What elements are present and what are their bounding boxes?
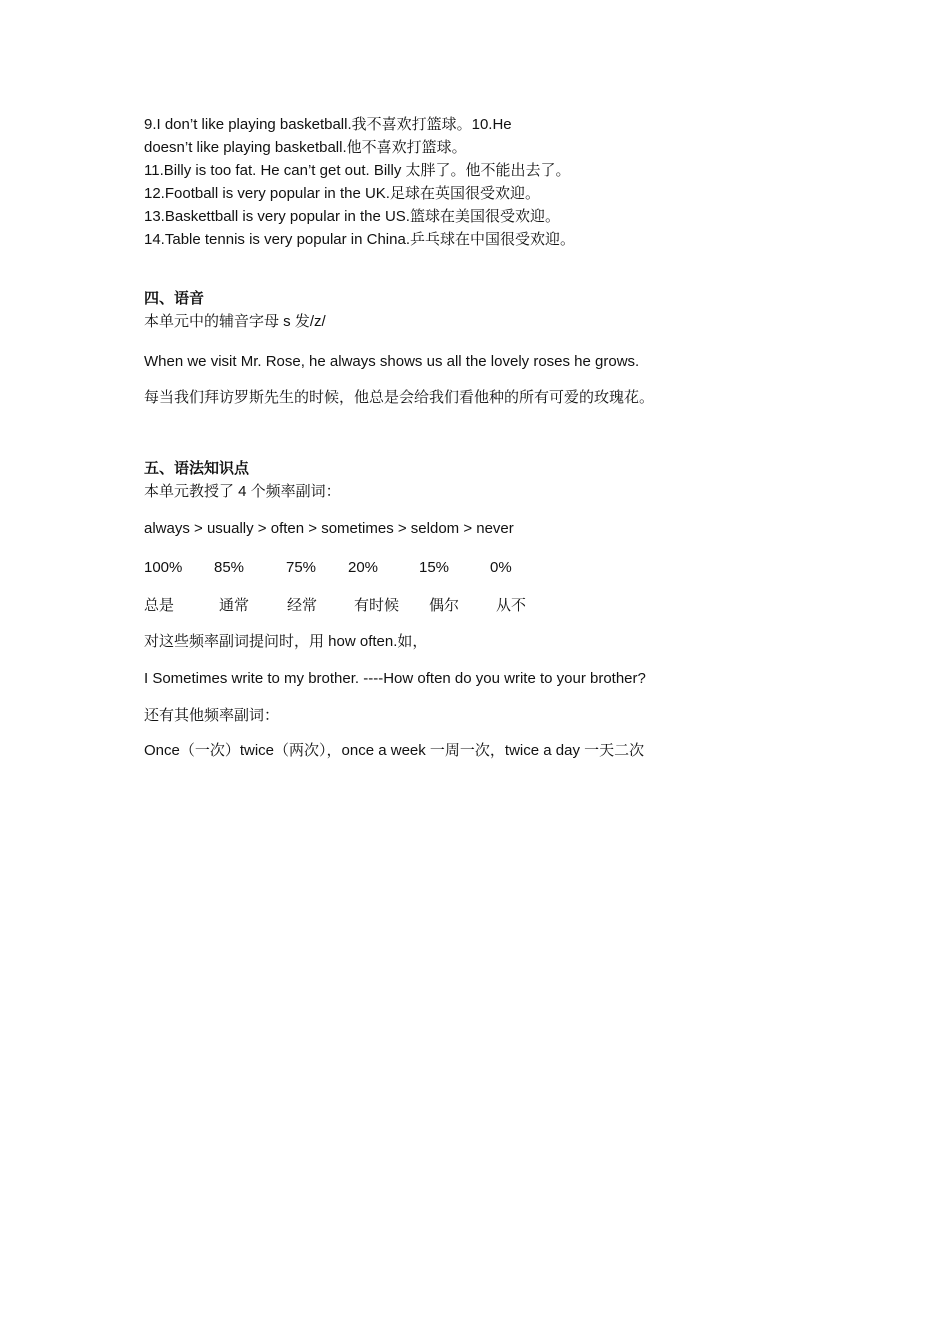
percentage-sometimes: 20% xyxy=(348,559,379,576)
meaning-seldom: 偶尔 xyxy=(429,597,460,614)
meaning-often: 经常 xyxy=(287,597,318,614)
sentence-9-10: 9.I don’t like playing basketball.我不喜欢打篮球。10.He xyxy=(144,116,512,133)
meaning-always: 总是 xyxy=(144,597,175,614)
other-adverbs: Once（一次）twice（两次），once a week 一周一次，twice a day 一天二次 xyxy=(144,742,645,759)
question-example: I Sometimes write to my brother. ----How often do you write to your brother? xyxy=(144,670,646,687)
phonics-example-chinese: 每当我们拜访罗斯先生的时候，他总是会给我们看他种的所有可爱的玫瑰花。 xyxy=(144,389,655,406)
phonics-rule: 本单元中的辅音字母 s 发/z/ xyxy=(144,313,326,330)
sentence-12: 12.Football is very popular in the UK.足球在英国很受欢迎。 xyxy=(144,185,540,202)
meaning-never: 从不 xyxy=(496,597,527,614)
adverb-scale: always > usually > often > sometimes > seldom > never xyxy=(144,520,514,537)
phonics-heading: 四、语音 xyxy=(144,290,205,307)
sentence-14: 14.Table tennis is very popular in China.乒乓球在中国很受欢迎。 xyxy=(144,231,575,248)
sentence-13: 13.Baskettball is very popular in the US.篮球在美国很受欢迎。 xyxy=(144,208,560,225)
percentage-seldom: 15% xyxy=(419,559,450,576)
meaning-sometimes: 有时候 xyxy=(354,597,400,614)
meaning-usually: 通常 xyxy=(219,597,250,614)
percentage-never: 0% xyxy=(490,559,512,576)
other-adverbs-heading: 还有其他频率副词： xyxy=(144,707,280,724)
percentage-often: 75% xyxy=(286,559,317,576)
sentence-10-continued: doesn’t like playing basketball.他不喜欢打篮球。 xyxy=(144,139,467,156)
grammar-intro: 本单元教授了 4 个频率副词： xyxy=(144,483,341,500)
percentage-always: 100% xyxy=(144,559,183,576)
grammar-heading: 五、语法知识点 xyxy=(144,460,250,477)
percentage-usually: 85% xyxy=(214,559,245,576)
question-note: 对这些频率副词提问时，用 how often.如， xyxy=(144,633,428,650)
sentence-11: 11.Billy is too fat. He can’t get out. Billy 太胖了。他不能出去了。 xyxy=(144,162,571,179)
phonics-example-english: When we visit Mr. Rose, he always shows us all the lovely roses he grows. xyxy=(144,353,640,370)
